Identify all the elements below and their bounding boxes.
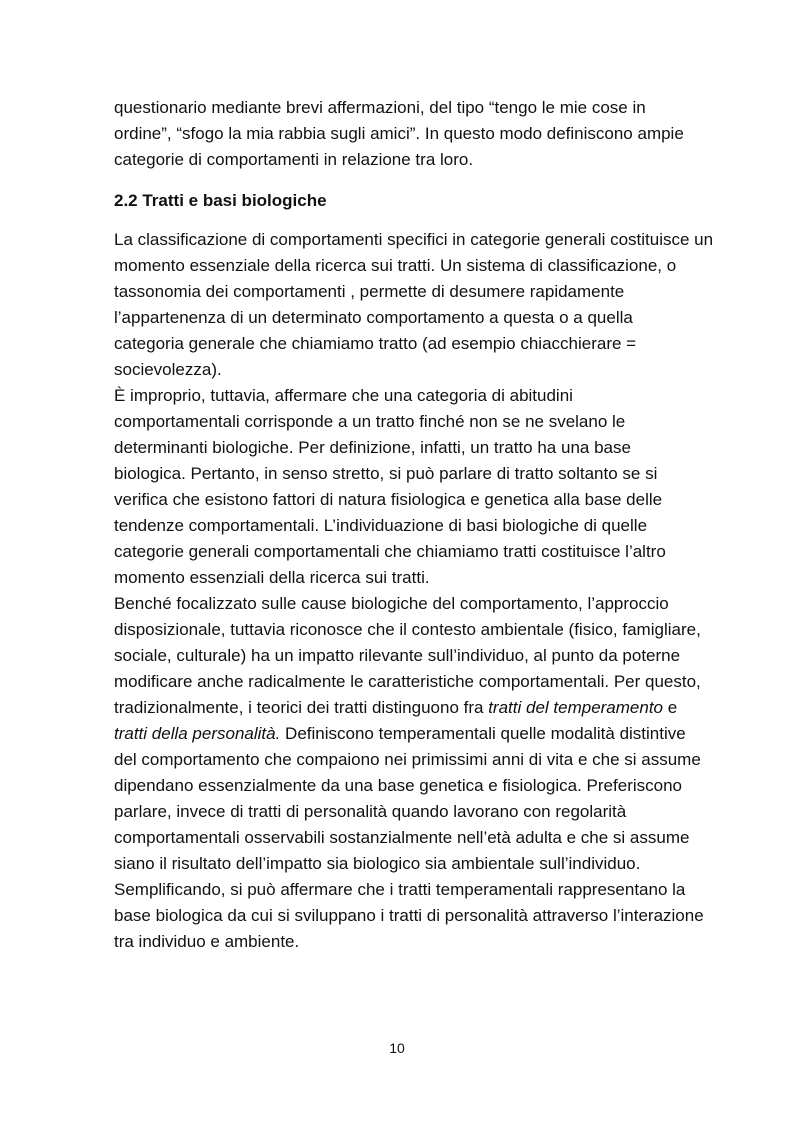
text-line [114, 721, 718, 747]
page-body [114, 95, 718, 955]
text-line: biologica. Pertanto, in senso stretto, si può parlare di tratto soltanto se si [114, 464, 658, 483]
text-line [114, 695, 718, 721]
text-segment: tradizionalmente, i teorici dei tratti distinguono fra [114, 698, 489, 717]
text-line: dipendano essenzialmente da una base genetica e fisiologica. Preferiscono [114, 776, 682, 795]
text-line: categorie di comportamenti in relazione tra loro. [114, 150, 474, 169]
text-line: La classificazione di comportamenti specifici in categorie generali costituisce un [114, 230, 714, 249]
text-line: modificare anche radicalmente le caratteristiche comportamentali. Per questo, [114, 672, 701, 691]
text-line: momento essenziali della ricerca sui tratti. [114, 568, 430, 587]
page-number: 10 [389, 1040, 405, 1056]
paragraph-temperament-personality [114, 591, 718, 955]
text-line: siano il risultato dell’impatto sia biologico sia ambientale sull’individuo. [114, 854, 641, 873]
paragraph-biological-basis [114, 383, 718, 591]
text-line: questionario mediante brevi affermazioni, del tipo “tengo le mie cose in [114, 98, 646, 117]
text-line: determinanti biologiche. Per definizione, infatti, un tratto ha una base [114, 438, 631, 457]
text-line: sociale, culturale) ha un impatto rilevante sull’individuo, al punto da poterne [114, 646, 681, 665]
italic-term: tratti del temperamento [488, 698, 664, 717]
text-line: comportamentali corrisponde a un tratto finché non se ne svelano le [114, 412, 626, 431]
text-line: parlare, invece di tratti di personalità quando lavorano con regolarità [114, 802, 627, 821]
text-line: verifica che esistono fattori di natura fisiologica e genetica alla base delle [114, 490, 663, 509]
section-heading: 2.2 Tratti e basi biologiche [114, 191, 327, 210]
text-line: tra individuo e ambiente. [114, 932, 300, 951]
paragraph-classification [114, 227, 718, 383]
text-line: ordine”, “sfogo la mia rabbia sugli amici”. In questo modo definiscono ampie [114, 124, 684, 143]
text-line: base biologica da cui si sviluppano i tratti di personalità attraverso l’interazione [114, 906, 704, 925]
text-line: l’appartenenza di un determinato comportamento a questa o a quella [114, 308, 633, 327]
text-line: socievolezza). [114, 360, 222, 379]
text-segment: e [663, 698, 678, 717]
text-line: categoria generale che chiamiamo tratto (ad esempio chiacchierare = [114, 334, 637, 353]
text-line: tassonomia dei comportamenti , permette di desumere rapidamente [114, 282, 625, 301]
text-line: disposizionale, tuttavia riconosce che il contesto ambientale (fisico, famigliare, [114, 620, 701, 639]
italic-term: tratti della personalità. [114, 724, 281, 743]
text-line: Semplificando, si può affermare che i tratti temperamentali rappresentano la [114, 880, 686, 899]
text-line: Benché focalizzato sulle cause biologiche del comportamento, l’approccio [114, 594, 669, 613]
text-line: È improprio, tuttavia, affermare che una categoria di abitudini [114, 386, 573, 405]
text-line: tendenze comportamentali. L’individuazione di basi biologiche di quelle [114, 516, 648, 535]
text-line: comportamentali osservabili sostanzialmente nell’età adulta e che si assume [114, 828, 690, 847]
text-segment: Definiscono temperamentali quelle modalità distintive [280, 724, 686, 743]
text-line: momento essenziale della ricerca sui tratti. Un sistema di classificazione, o [114, 256, 677, 275]
intro-paragraph [114, 95, 718, 173]
text-line: del comportamento che compaiono nei primissimi anni di vita e che si assume [114, 750, 701, 769]
text-line: categorie generali comportamentali che chiamiamo tratti costituisce l’altro [114, 542, 666, 561]
